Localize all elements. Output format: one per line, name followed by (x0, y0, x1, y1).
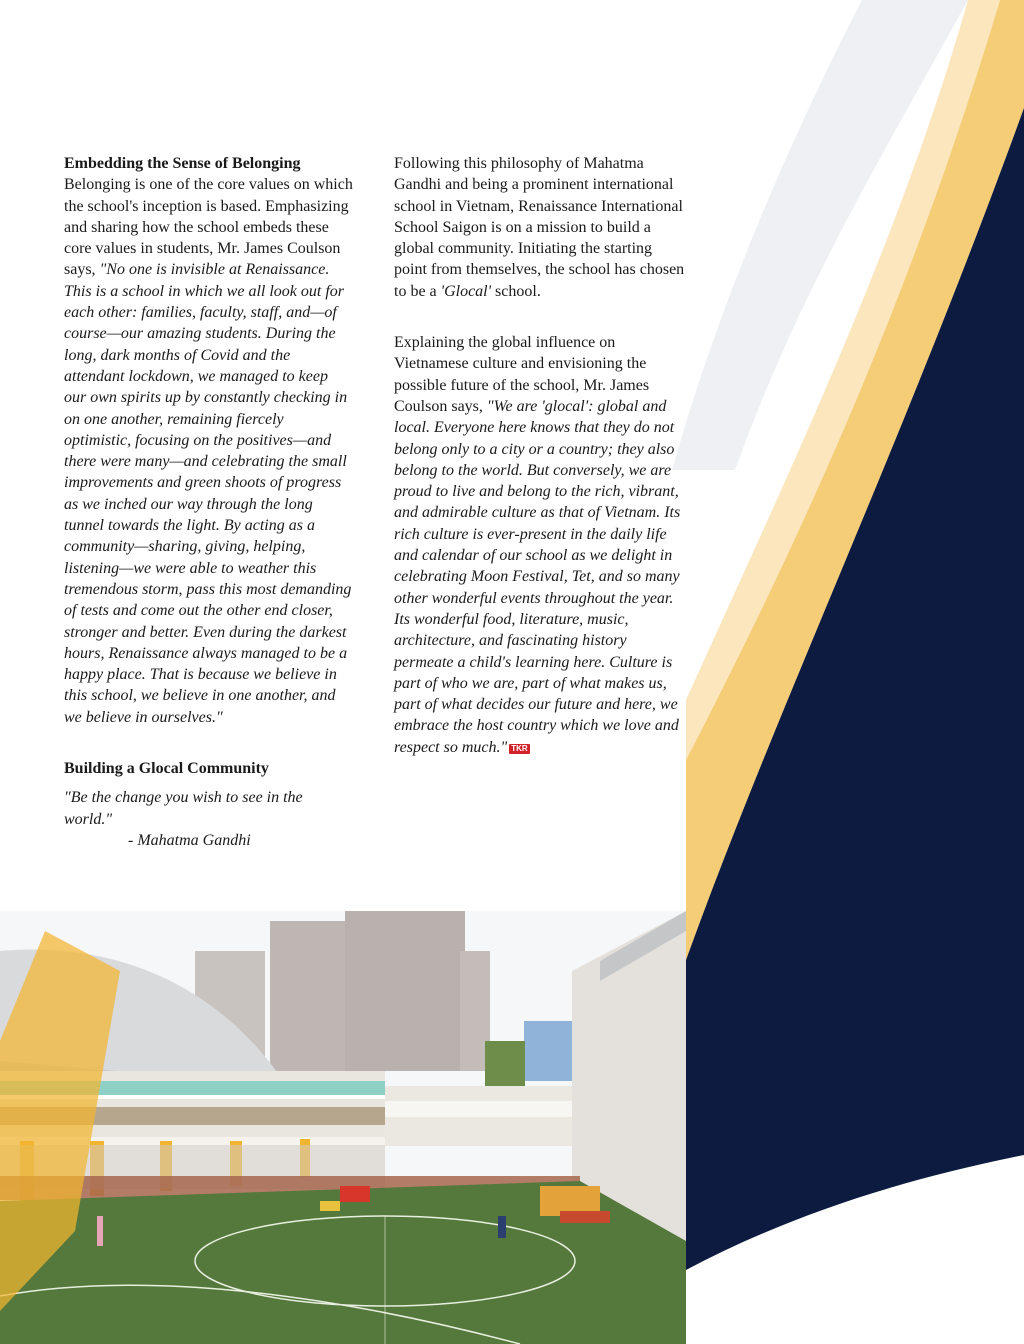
school-courtyard-photo (0, 911, 686, 1344)
glocal-explanation-paragraph: Explaining the global influence on Vietnamese culture and envisioning the possible future of the school, Mr. James Coulson says, "We are 'glocal': global and local. Everyone here knows that they do not belong only to a city or a country; they also belong to the world. But conversely, we are proud to live and belong to the rich, vibrant, and admirable culture as that of Vietnam. Its rich culture is ever-present in the daily life and calendar of our school as we delight in celebrating Moon Festival, Tet, and so many other wonderful events throughout the year. Its wonderful food, literature, music, architecture, and fascinating history permeate a child's learning here. Culture is part of who we are, part of what makes us, part of what decides our future and here, we embrace the host country which we love and respect so much." TKR (394, 334, 681, 756)
section-heading-belonging: Embedding the Sense of Belonging (64, 155, 301, 172)
coulson-belonging-quote: "No one is invisible at Renaissance. This is a school in which we all look out for each other: families, faculty, staff, and—of course—our amazing students. During the long, dark months of Covid and the attendant lockdown, we managed to keep our own spirits up by constantly checking in on one another, remaining fiercely optimistic, focusing on the positives—and there were many—and celebrating the small improvements and green shoots of progress as we inched our way through the long tunnel towards the light. By acting as a community—sharing, giving, helping, listening—we were able to weather this tremendous storm, pass this most demanding of tests and come out the other end closer, stronger and better. Even during the darkest hours, Renaissance always managed to be a happy place. That is because we believe in this school, we believe in one another, and we believe in ourselves." (64, 261, 352, 726)
left-column (64, 153, 354, 851)
belonging-paragraph (64, 174, 354, 728)
section-heading-glocal: Building a Glocal Community (64, 760, 269, 778)
apartment-tower (270, 921, 345, 1091)
belonging-intro-text: Belonging is one of the core values on which the school's inception is based. Emphasizing and sharing how the school embeds these core values in students, Mr. James Coulson says, (64, 176, 353, 279)
gandhi-attribution: - Mahatma Gandhi (128, 831, 251, 849)
gandhi-epigraph: "Be the change you wish to see in the world." (64, 789, 303, 828)
right-column (394, 153, 686, 758)
glocal-mission-paragraph: Following this philosophy of Mahatma Gandhi and being a prominent international school in Vietnam, Renaissance International School Saigon is on a mission to build a global community. Initiating the starting point from themselves, the school has chosen to be a 'Glocal' school. (394, 155, 685, 300)
tkr-end-mark: TKR (511, 743, 528, 753)
glocal-term: 'Glocal' (440, 282, 492, 300)
apartment-tower (345, 911, 465, 1071)
coulson-glocal-quote: "We are 'glocal': global and local. Everyone here knows that they do not belong only to a city or a country; they also belong to the world. But conversely, we are proud to live and belong to the rich, vibrant, and admirable culture as that of Vietnam. Its rich culture is ever-present in the daily life and calendar of our school as we delight in celebrating Moon Festival, Tet, and so many other wonderful events throughout the year. Its wonderful food, literature, music, architecture, and fascinating history permeate a child's learning here. Culture is part of who we are, part of what makes us, part of what decides our future and here, we embrace the host country which we love and respect so much." (394, 397, 681, 756)
